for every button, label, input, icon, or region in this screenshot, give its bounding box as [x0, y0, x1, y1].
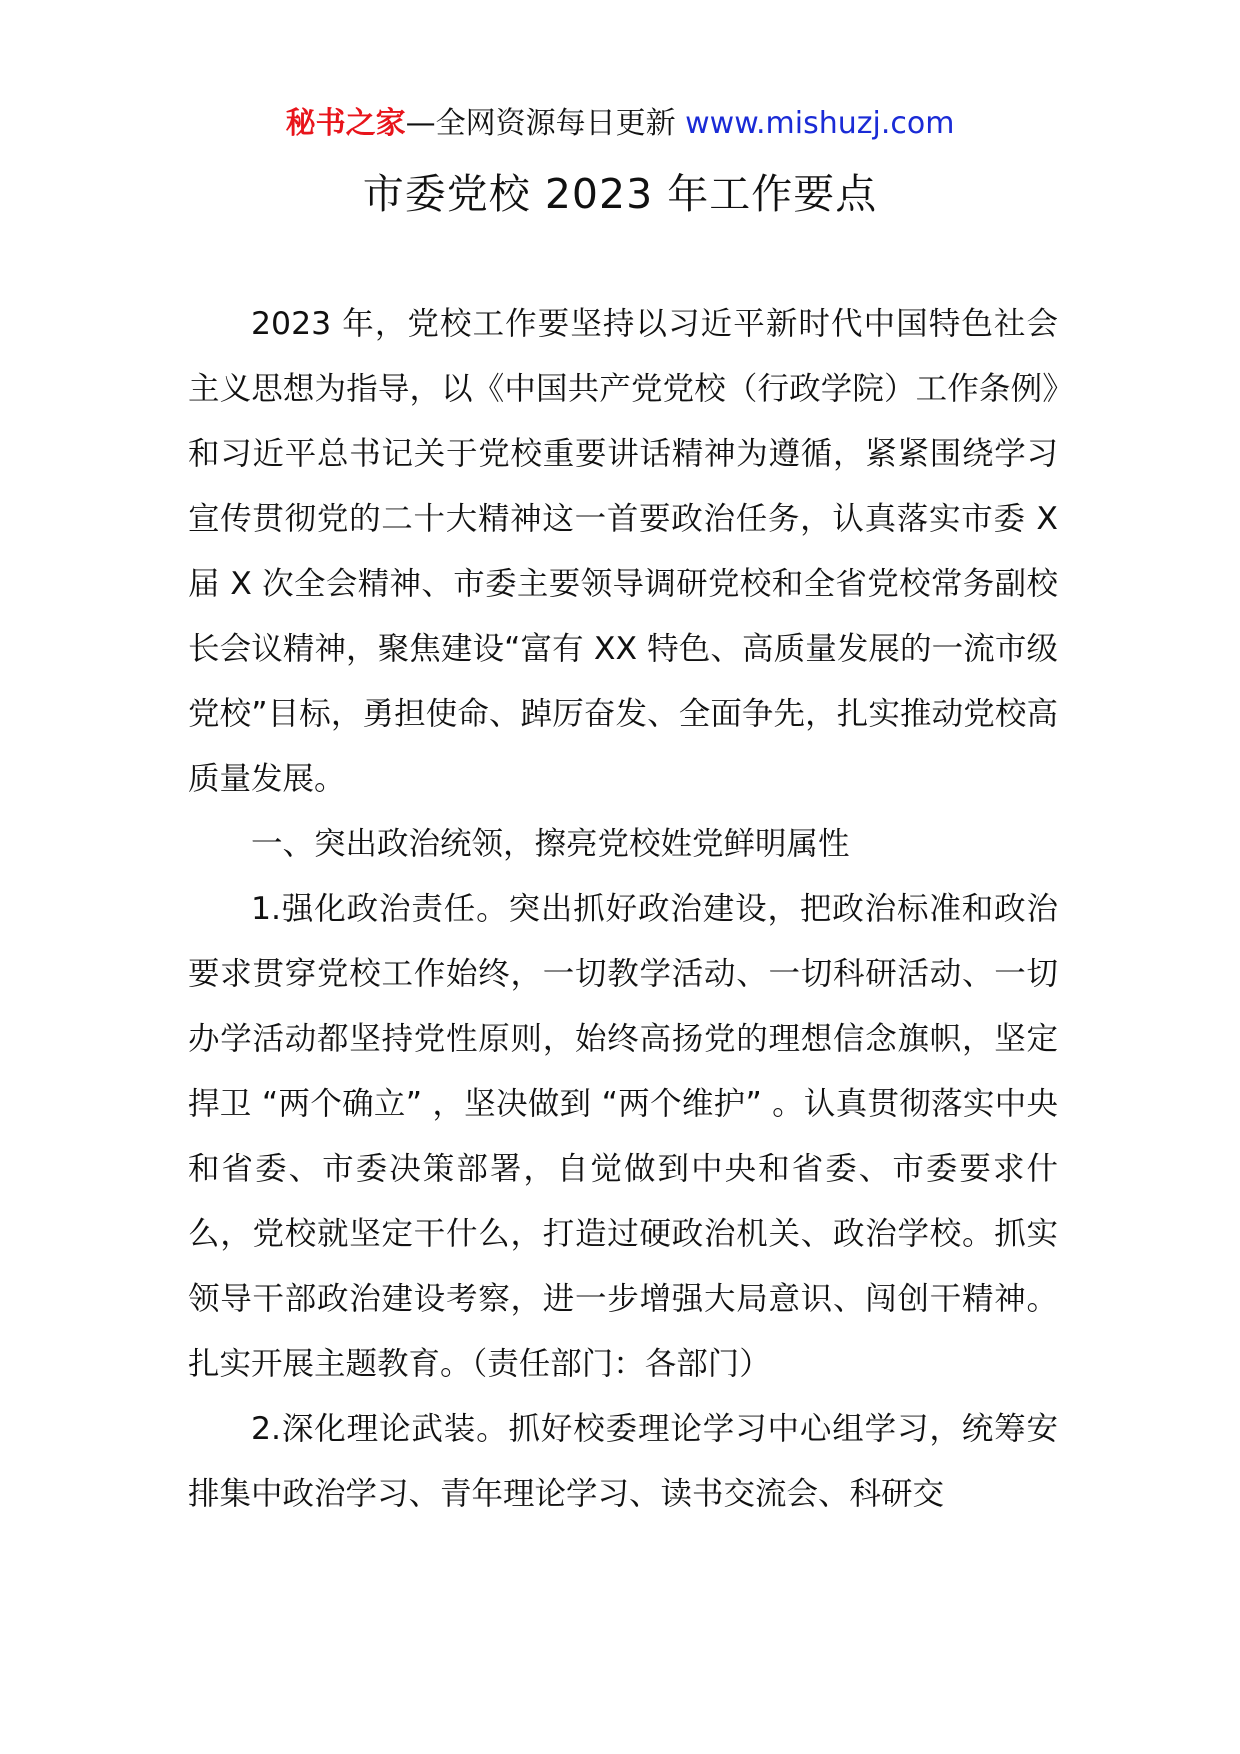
header-tagline: —全网资源每日更新 — [405, 106, 676, 141]
brand-name: 秘书之家 — [285, 106, 406, 141]
document-title: 市委党校 2023 年工作要点 — [362, 170, 878, 218]
section-heading-1: 一、突出政治统领，擦亮党校姓党鲜明属性 — [251, 826, 850, 862]
document-body — [188, 292, 1058, 1527]
item-paragraph-2: 2.深化理论武装。抓好校委理论学习中心组学习，统筹安排集中政治学习、青年理论学习、读书交流会、科研交 — [188, 1411, 1058, 1512]
site-url-link[interactable]: www.mishuzj.com — [685, 106, 955, 141]
intro-paragraph: 2023 年，党校工作要坚持以习近平新时代中国特色社会主义思想为指导，以《中国共产党党校（行政学院）工作条例》和习近平总书记关于党校重要讲话精神为遵循，紧紧围绕学习宣传贯彻党的二十大精神这一首要政治任务，认真落实市委 X 届 X 次全会精神、市委主要领导调研党校和全省党校常务副校长会议精神，聚焦建设“富有 XX 特色、高质量发展的一流市级党校”目标，勇担使命、踔厉奋发、全面争先，扎实推动党校高质量发展。 — [188, 306, 1058, 797]
item-paragraph-1: 1.强化政治责任。突出抓好政治建设，把政治标准和政治要求贯穿党校工作始终，一切教学活动、一切科研活动、一切办学活动都坚持党性原则，始终高扬党的理想信念旗帜，坚定捍卫 “两个确立” ，坚决做到 “两个维护” 。认真贯彻落实中央和省委、市委决策部署，自觉做到中央和省委、市委要求什么，党校就坚定干什么，打造过硬政治机关、政治学校。抓实领导干部政治建设考察，进一步增强大局意识、闯创干精神。扎实开展主题教育。（责任部门：各部门） — [188, 891, 1058, 1382]
watermark-header — [0, 104, 1240, 144]
